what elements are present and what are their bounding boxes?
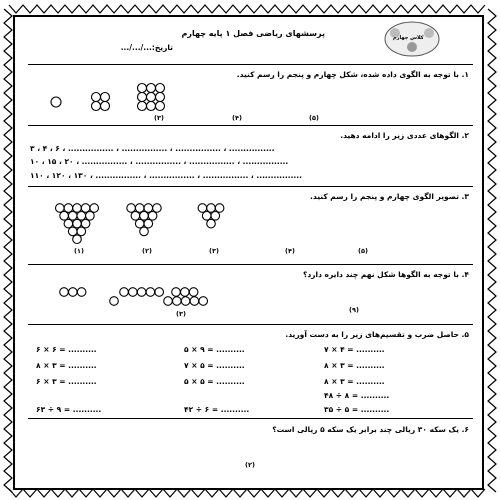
q1-circle <box>147 93 156 102</box>
worksheet-title: پرسشهای ریاضی فصل ۱ پایه چهارم <box>181 29 325 38</box>
q1-circle <box>156 102 165 111</box>
q3-circle <box>148 212 157 221</box>
q3-label-4: (۴) <box>285 247 295 255</box>
q1-circle <box>147 102 156 111</box>
question-4 <box>28 265 473 325</box>
q3-circle <box>81 204 90 213</box>
q1-circle <box>138 102 147 111</box>
header-section <box>28 15 473 65</box>
q1-circle <box>92 102 101 111</box>
q4-label-3: (۳) <box>176 310 186 318</box>
q3-circle <box>140 227 149 236</box>
q3-circle <box>56 204 65 213</box>
q4-circle <box>172 288 181 297</box>
q3-label-5: (۵) <box>358 247 368 255</box>
q2-sequence-1[interactable]: ۳ ، ۴ ، ۶ ، ................ ، ................ ، ................ ، ................ <box>30 144 275 153</box>
q3-circle <box>86 212 95 221</box>
q1-circle <box>147 84 156 93</box>
question-4-text: ۴. با توجه به الگوها شکل نهم چند دایره دارد؟ <box>302 270 469 279</box>
q4-circle <box>155 288 164 297</box>
q4-circle <box>60 288 69 297</box>
q4-circle <box>189 288 198 297</box>
q2-sequence-2[interactable]: ۱۰ ، ۱۵ ، ۲۰ ، ................ ، ................ ، ................ ، ................ <box>30 157 289 166</box>
q3-circle <box>64 204 73 213</box>
q1-label-4: (۴) <box>232 114 242 122</box>
q3-circle <box>140 212 149 221</box>
q4-circle <box>164 297 173 306</box>
q1-circle <box>92 93 101 102</box>
q4-circle <box>181 297 190 306</box>
question-6 <box>28 419 473 488</box>
q3-circle <box>144 219 153 228</box>
q4-circle <box>173 297 182 306</box>
question-1 <box>28 65 473 126</box>
q3-circle <box>73 235 82 244</box>
q3-circle <box>198 204 207 213</box>
q4-circle <box>181 288 190 297</box>
q3-circle <box>207 204 216 213</box>
question-3-text: ۳. تصویر الگوی چهارم و پنجم را رسم کنید. <box>310 192 469 201</box>
q4-circle <box>137 288 146 297</box>
q3-label-2: (۲) <box>142 247 152 255</box>
q3-label-1: (۱) <box>74 247 84 255</box>
q3-circle <box>68 212 77 221</box>
q5-eq-m2[interactable]: ۷ × ۵ = .......... <box>184 361 245 370</box>
q5-eq-r4[interactable]: ۴۸ ÷ ۸ = .......... <box>324 391 390 400</box>
q5-eq-r5[interactable]: ۳۵ ÷ ۵ = .......... <box>324 405 390 414</box>
q3-circle <box>60 212 69 221</box>
question-5-text: ۵. حاصل ضرب و تقسیم‌های زیر را به دست آورید. <box>285 330 469 339</box>
q4-circle <box>120 288 129 297</box>
q3-circle <box>77 212 86 221</box>
q5-eq-m3[interactable]: ۵ × ۵ = .......... <box>184 377 245 386</box>
q3-circle <box>73 204 82 213</box>
q3-circle <box>77 227 86 236</box>
q3-circle <box>215 204 224 213</box>
q1-circle-patterns <box>28 65 473 126</box>
q1-label-3: (۳) <box>154 114 164 122</box>
question-5 <box>28 325 473 419</box>
q1-circle <box>156 93 165 102</box>
q5-eq-l3[interactable]: ۶ × ۳ = .......... <box>36 377 97 386</box>
date-field[interactable]: تاریخ:.../.../... <box>120 43 173 52</box>
question-2-text: ۲. الگوهای عددی زیر را ادامه دهید. <box>340 131 469 140</box>
q1-circle <box>138 84 147 93</box>
question-6-text: ۶. یک سکه ۳۰ ریالی چند برابر یک سکه ۵ ریالی است؟ <box>272 425 469 434</box>
q1-circle <box>51 97 61 107</box>
q3-circle <box>68 227 77 236</box>
q4-circle <box>77 288 86 297</box>
q6-label-2: (۲) <box>245 461 255 469</box>
q5-eq-l1[interactable]: ۶ × ۶ = .......... <box>36 345 97 354</box>
q1-label-5: (۵) <box>309 114 319 122</box>
q4-label-9: (۹) <box>349 306 359 314</box>
q4-circle <box>199 297 208 306</box>
q3-circle <box>202 212 211 221</box>
q3-circle <box>73 219 82 228</box>
q5-eq-m4[interactable]: ۴۲ ÷ ۶ = .......... <box>184 405 250 414</box>
question-2 <box>28 126 473 187</box>
q1-circle <box>101 93 110 102</box>
q5-eq-l2[interactable]: ۸ × ۳ = .......... <box>36 361 97 370</box>
q3-circle <box>135 204 144 213</box>
q5-eq-r1[interactable]: ۷ × ۴ = .......... <box>324 345 385 354</box>
q3-circle <box>81 219 90 228</box>
q1-circle <box>138 93 147 102</box>
q4-circle <box>190 297 199 306</box>
q3-circle <box>131 212 140 221</box>
q1-circle <box>101 102 110 111</box>
q5-eq-m1[interactable]: ۵ × ۹ = .......... <box>184 345 245 354</box>
q3-circle <box>135 219 144 228</box>
question-3 <box>28 187 473 265</box>
q5-eq-r2[interactable]: ۸ × ۳ = .......... <box>324 361 385 370</box>
q4-circle <box>110 297 119 306</box>
q3-circle <box>144 204 153 213</box>
q4-circle <box>129 288 138 297</box>
q3-circle <box>153 204 162 213</box>
q3-circle <box>211 212 220 221</box>
q5-eq-r3[interactable]: ۸ × ۳ = .......... <box>324 377 385 386</box>
q4-circle-patterns <box>28 265 473 325</box>
q3-circle <box>64 219 73 228</box>
q3-circle <box>127 204 136 213</box>
q4-circle <box>146 288 155 297</box>
q3-circle <box>207 219 216 228</box>
q2-sequence-3[interactable]: ۱۱۰ ، ۱۲۰ ، ۱۳۰ ، ................ ، ................ ، ................ ، ................ <box>30 171 302 180</box>
question-1-text: ۱. با توجه به الگوی داده شده، شکل چهارم و پنجم را رسم کنید. <box>236 70 469 79</box>
q3-label-3: (۳) <box>209 247 219 255</box>
q4-circle <box>69 288 78 297</box>
q3-triangle-patterns <box>28 187 473 265</box>
q3-circle <box>90 204 99 213</box>
q1-circle <box>156 84 165 93</box>
logo-text: کلاس چهارم <box>393 35 424 41</box>
q5-eq-l4[interactable]: ۶۳ ÷ ۹ = .......... <box>36 405 102 414</box>
